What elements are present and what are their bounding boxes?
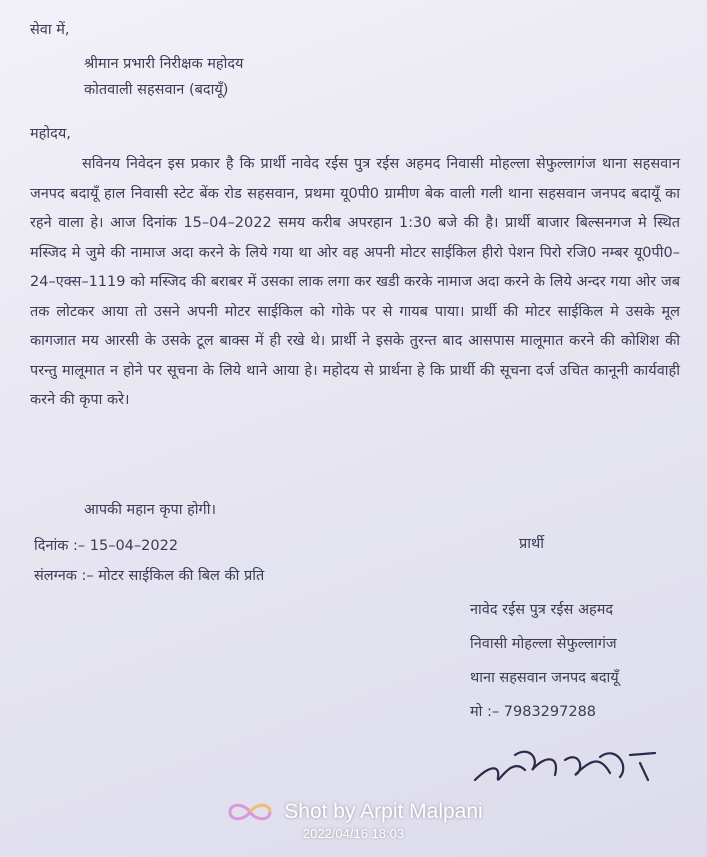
greeting: महोदय, <box>30 126 71 142</box>
salutation-to: सेवा में, <box>30 22 70 38</box>
sender-name: नावेद रईस पुत्र रईस अहमद <box>470 602 614 618</box>
sender-district: थाना सहसवान जनपद बदायूँ <box>470 670 619 686</box>
watermark-text: Shot by Arpit Malpani <box>284 800 483 823</box>
enclosure-line: संलग्नक :– मोटर साईकिल की बिल की प्रति <box>34 568 265 584</box>
letter-body-text: सविनय निवेदन इस प्रकार है कि प्रार्थी नावेद रईस पुत्र रईस अहमद निवासी मोहल्ला सेफुल्लागंज थाना सहसवान जनपद बदायूँ हाल निवासी स्टेट बेंक रोड सहसवान, प्रथमा यू0पी0 ग्रामीण बेक वाली गली थाना सहसवान जनपद बदायूँ का रहने वाला हे। आज दिनांक 15–04–2022 समय करीब अपरहान 1:30 बजे की है। प्रार्थी बाजार बिल्सनगज मे स्थित मस्जिद मे जुमे की नामाज अदा करने के लिये गया था ओर वह अपनी मोटर साईकिल हीरो पेशन पिरो रजि0 नम्बर यू0पी0–24–एक्स–1119 को मस्जिद की बराबर में उसका लाक लगा कर खडी करके नामाज अदा करने के लिये अन्दर गया ओर जब तक लोटकर आया तो उसने अपनी मोटर साईकिल को गोके पर से गायब पाया। प्रार्थी की मोटर साईकिल मे उसके मूल कागजात मय आरसी के उसके टूल बाक्स में ही रखे थे। प्रार्थी ने इसके तुरन्त बाद आसपास मालूमात करने की कोशिश की परन्तु मालूमात न होने पर सूचना के लिये थाने आया हे। महोदय से प्रार्थना हे कि प्रार्थी की सूचना दर्ज उचित कानूनी कार्यवाही करने की कृपा करे। <box>30 156 680 408</box>
applicant-label: प्रार्थी <box>519 536 545 552</box>
infinity-logo-icon <box>224 801 276 823</box>
recipient-line-2: कोतवाली सहसवान (बदायूँ) <box>84 82 229 98</box>
date-line: दिनांक :– 15–04–2022 <box>34 538 179 554</box>
camera-watermark <box>0 790 707 857</box>
sender-address: निवासी मोहल्ला सेफुल्लागंज <box>470 636 617 652</box>
sender-mobile: मो :– 7983297288 <box>470 704 597 720</box>
handwritten-signature <box>470 735 670 795</box>
closing-line: आपकी महान कृपा होगी। <box>84 502 216 518</box>
watermark-datetime: 2022/04/16 18:03 <box>302 826 405 841</box>
letter-body <box>30 150 680 416</box>
recipient-line-1: श्रीमान प्रभारी निरीक्षक महोदय <box>84 56 244 72</box>
